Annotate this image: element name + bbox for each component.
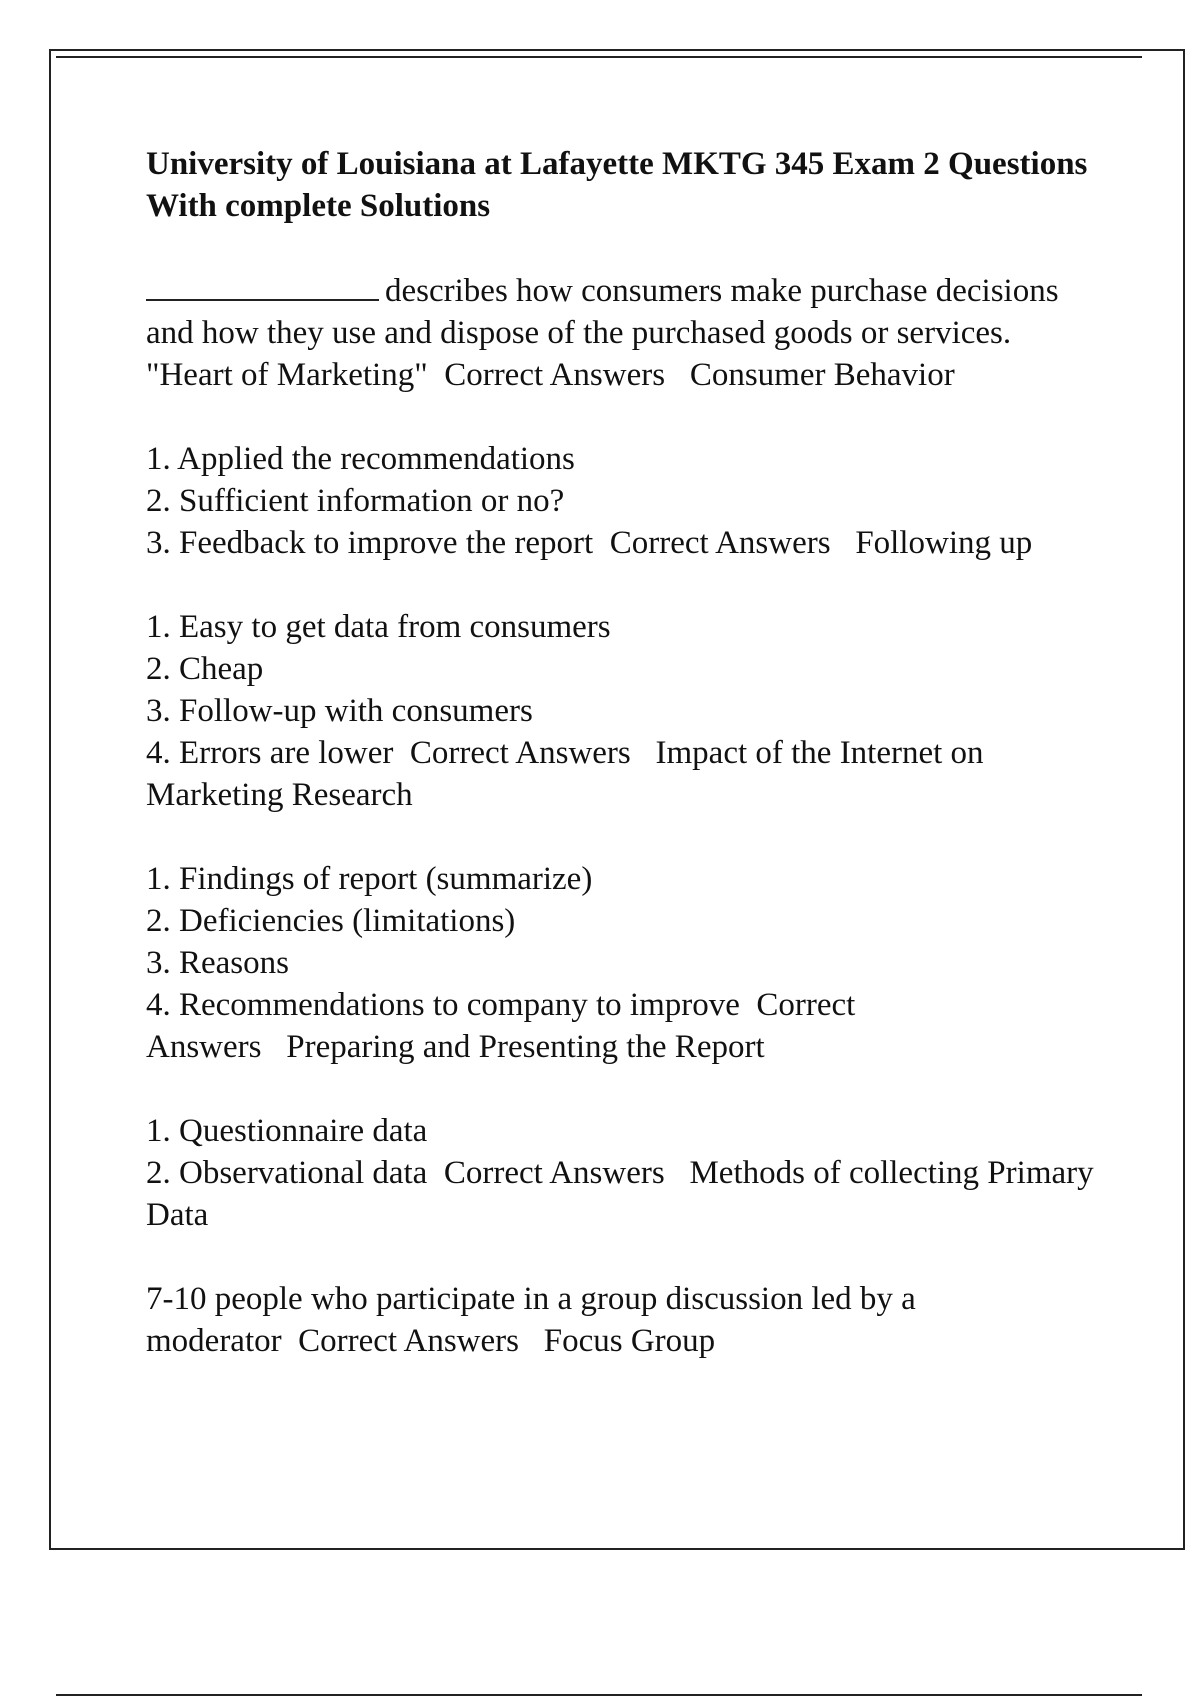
top-rule bbox=[56, 56, 1142, 58]
question-line: 2. Deficiencies (limitations) bbox=[146, 903, 516, 939]
document-body bbox=[146, 143, 1102, 1404]
question-text: 4. Recommendations to company to improve bbox=[146, 987, 740, 1023]
answer-text: Consumer Behavior bbox=[689, 357, 955, 393]
question-line: 3. Reasons bbox=[146, 945, 289, 981]
question-text: 3. Feedback to improve the report bbox=[146, 525, 594, 561]
answer-text: Impact of the Internet on Marketing Research bbox=[146, 735, 992, 813]
answer-text: Preparing and Presenting the Report bbox=[286, 1029, 765, 1065]
qa-following-up bbox=[146, 438, 1096, 564]
answer-text: Focus Group bbox=[543, 1323, 716, 1359]
qa-consumer-behavior bbox=[146, 269, 1096, 396]
answer-text: Following up bbox=[855, 525, 1033, 561]
qa-primary-data bbox=[146, 1110, 1102, 1236]
question-line: 2. Sufficient information or no? bbox=[146, 483, 565, 519]
question-text: 2. Observational data bbox=[146, 1155, 428, 1191]
bottom-rule bbox=[56, 1694, 1142, 1696]
answer-label: Correct Answers bbox=[444, 357, 666, 393]
question-line: 3. Follow-up with consumers bbox=[146, 693, 533, 729]
question-line: 1. Easy to get data from consumers bbox=[146, 609, 611, 645]
question-text: 4. Errors are lower bbox=[146, 735, 394, 771]
answer-label: Correct Answers bbox=[609, 525, 831, 561]
answer-label: Correct Answers bbox=[443, 1155, 665, 1191]
answer-text: Methods of collecting Primary Data bbox=[146, 1155, 1102, 1233]
question-text: 7-10 people who participate in a group discussion led by a moderator bbox=[146, 1281, 925, 1359]
answer-label: Correct Answers bbox=[146, 987, 862, 1065]
question-line: 1. Findings of report (summarize) bbox=[146, 861, 593, 897]
question-line: 1. Applied the recommendations bbox=[146, 441, 575, 477]
question-line: 1. Questionnaire data bbox=[146, 1113, 428, 1149]
qa-focus-group bbox=[146, 1278, 1096, 1362]
qa-report-preparation bbox=[146, 858, 1096, 1068]
fill-in-blank bbox=[146, 269, 379, 301]
question-text: describes how consumers make purchase decisions and how they use and dispose of the purchased goods or services. "Heart of Marketing" bbox=[146, 273, 1067, 393]
document-title: University of Louisiana at Lafayette MKTG 345 Exam 2 Questions With complete Solutions bbox=[146, 146, 1088, 224]
answer-label: Correct Answers bbox=[298, 1323, 519, 1359]
qa-internet-impact bbox=[146, 606, 1096, 816]
question-line: 2. Cheap bbox=[146, 651, 264, 687]
answer-label: Correct Answers bbox=[409, 735, 631, 771]
